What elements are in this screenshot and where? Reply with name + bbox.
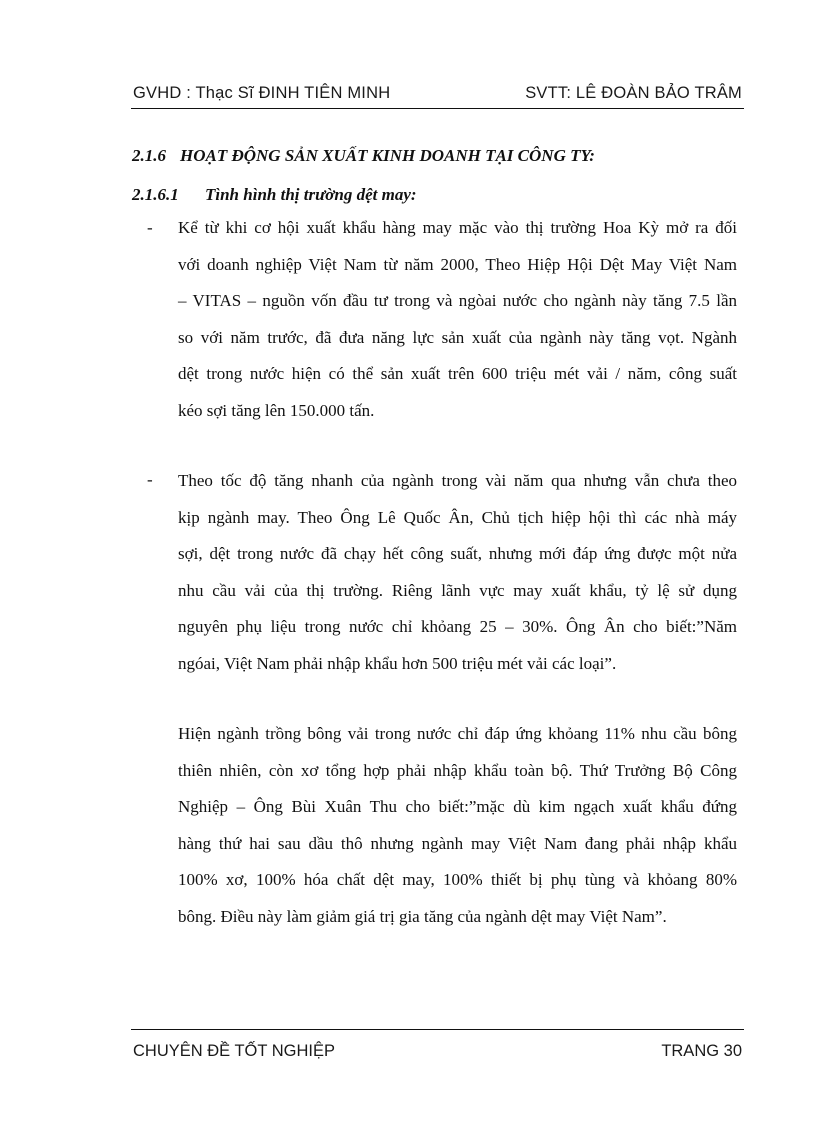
section-heading xyxy=(132,146,595,166)
subsection-number: 2.1.6.1 xyxy=(132,185,179,204)
paragraph-line: Kể từ khi cơ hội xuất khẩu hàng may mặc vào thị trường Hoa Kỳ mở ra đối xyxy=(178,218,737,237)
footer-divider xyxy=(131,1029,744,1030)
paragraph-line: nhu cầu vải của thị trường. Riêng lãnh vực may xuất khẩu, tỷ lệ sử dụng xyxy=(178,580,737,600)
paragraph-line: nguyên phụ liệu trong nước chỉ khỏang 25 – 30%. Ông Ân cho biết:”Năm xyxy=(178,617,737,636)
paragraph-line: so với năm trước, đã đưa năng lực sản xuất của ngành này tăng vọt. Ngành xyxy=(178,327,737,347)
paragraph-line: – VITAS – nguồn vốn đầu tư trong và ngòai nước cho ngành này tăng 7.5 lần xyxy=(178,291,737,310)
bullet-marker: - xyxy=(147,218,153,237)
paragraph-line: 100% xơ, 100% hóa chất dệt may, 100% thiết bị phụ tùng và khỏang 80% xyxy=(178,870,737,889)
page-footer xyxy=(131,1042,742,1064)
paragraph-line: kịp ngành may. Theo Ông Lê Quốc Ân, Chủ tịch hiệp hội thì các nhà máy xyxy=(178,507,737,527)
page-number: TRANG 30 xyxy=(661,1042,742,1060)
section-title: HOẠT ĐỘNG SẢN XUẤT KINH DOANH TẠI CÔNG TY: xyxy=(180,146,595,165)
bullet-marker: - xyxy=(147,470,153,489)
paragraph-2 xyxy=(178,463,737,682)
paragraph-line: thiên nhiên, còn xơ tổng hợp phải nhập khẩu toàn bộ. Thứ Trưởng Bộ Công xyxy=(178,760,737,780)
paragraph-line: bông. Điều này làm giảm giá trị gia tăng của ngành dệt may Việt Nam”. xyxy=(178,906,667,926)
footer-title: CHUYÊN ĐỀ TỐT NGHIỆP xyxy=(133,1042,336,1060)
paragraph-line: ngóai, Việt Nam phải nhập khẩu hơn 500 triệu mét vải các loại”. xyxy=(178,653,617,673)
paragraph-line: với doanh nghiệp Việt Nam từ năm 2000, Theo Hiệp Hội Dệt May Việt Nam xyxy=(178,254,737,274)
header-divider xyxy=(131,108,744,109)
header-student: SVTT: LÊ ĐOÀN BẢO TRÂM xyxy=(525,84,742,102)
paragraph-line: sợi, dệt trong nước đã chạy hết công suất, nhưng mới đáp ứng được một nửa xyxy=(178,544,737,563)
page-header xyxy=(131,84,742,106)
subsection-title: Tình hình thị trường dệt may: xyxy=(205,185,417,204)
paragraph-line: Hiện ngành trồng bông vải trong nước chỉ đáp ứng khỏang 11% nhu cầu bông xyxy=(178,724,737,743)
subsection-heading xyxy=(132,185,417,205)
header-advisor: GVHD : Thạc Sĩ ĐINH TIÊN MINH xyxy=(133,84,391,102)
paragraph-1 xyxy=(178,210,737,429)
paragraph-line: Nghiệp – Ông Bùi Xuân Thu cho biết:”mặc dù kim ngạch xuất khẩu đứng xyxy=(178,797,737,816)
paragraph-line: dệt trong nước hiện có thể sản xuất trên 600 triệu mét vải / năm, công suất xyxy=(178,364,737,383)
section-number: 2.1.6 xyxy=(132,146,166,165)
paragraph-line: hàng thứ hai sau dầu thô nhưng ngành may Việt Nam đang phải nhập khẩu xyxy=(178,833,737,853)
paragraph-line: kéo sợi tăng lên 150.000 tấn. xyxy=(178,400,375,420)
paragraph-line: Theo tốc độ tăng nhanh của ngành trong vài năm qua nhưng vẫn chưa theo xyxy=(178,471,737,490)
paragraph-3 xyxy=(178,716,737,935)
